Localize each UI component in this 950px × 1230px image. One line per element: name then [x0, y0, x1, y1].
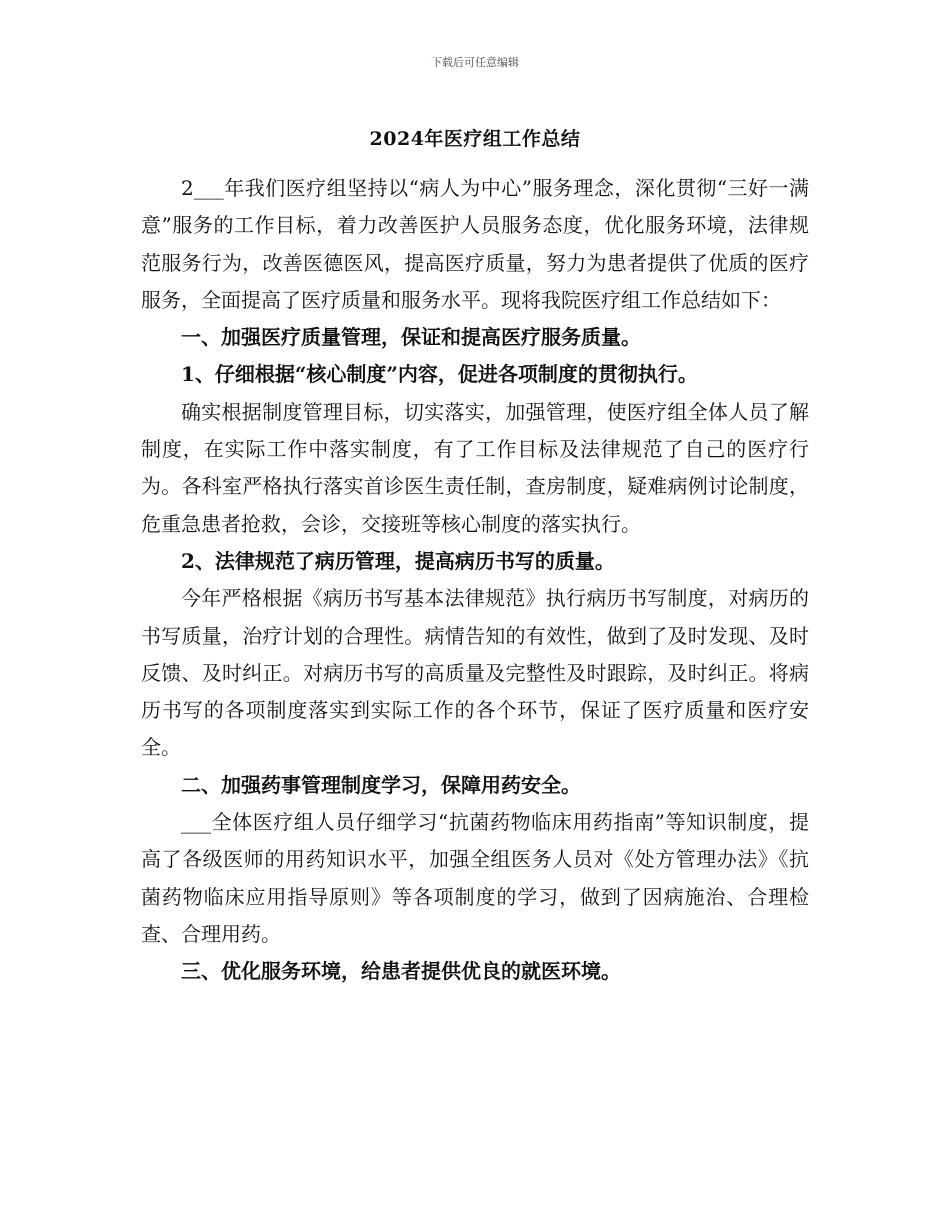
section-heading-3: 三、优化服务环境，给患者提供优良的就医环境。 [181, 959, 621, 984]
paragraph-1-1: 确实根据制度管理目标，切实落实，加强管理，使医疗组全体人员了解制度，在实际工作中落实制度，有了工作目标及法律规范了自己的医疗行为。各科室严格执行落实首诊医生责任制，查房制度，疑难病例讨论制度，危重急患者抢救，会诊，交接班等核心制度的落实执行。 [141, 399, 809, 536]
paragraph-1-2: 今年严格根据《病历书写基本法律规范》执行病历书写制度，对病历的书写质量，治疗计划的合理性。病情告知的有效性，做到了及时发现、及时反馈、及时纠正。对病历书写的高质量及完整性及时跟踪，及时纠正。将病历书写的各项制度落实到实际工作的各个环节，保证了医疗质量和医疗安全。 [141, 586, 809, 760]
paragraph-2: ___全体医疗组人员仔细学习“抗菌药物临床用药指南”等知识制度，提高了各级医师的用药知识水平，加强全组医务人员对《处方管理办法》《抗菌药物临床应用指导原则》等各项制度的学习，做到了因病施治、合理检查、合理用药。 [141, 810, 809, 946]
intro-paragraph: 2___年我们医疗组坚持以“病人为中心”服务理念，深化贯彻“三好一满意”服务的工作目标，着力改善医护人员服务态度，优化服务环境，法律规范服务行为，改善医德医风，提高医疗质量，努力为患者提供了优质的医疗服务，全面提高了医疗质量和服务水平。现将我院医疗组工作总结如下： [141, 176, 809, 312]
subsection-heading-1-1: 1、仔细根据“核心制度”内容，促进各项制度的贯彻执行。 [181, 362, 698, 387]
document-body [141, 170, 809, 991]
subsection-heading-1-2: 2、法律规范了病历管理，提高病历书写的质量。 [181, 548, 615, 573]
header-note: 下载后可任意编辑 [431, 56, 519, 69]
document-title: 2024年医疗组工作总结 [369, 128, 581, 150]
section-heading-1: 一、加强医疗质量管理，保证和提高医疗服务质量。 [181, 325, 641, 350]
section-heading-2: 二、加强药事管理制度学习，保障用药安全。 [181, 772, 581, 797]
